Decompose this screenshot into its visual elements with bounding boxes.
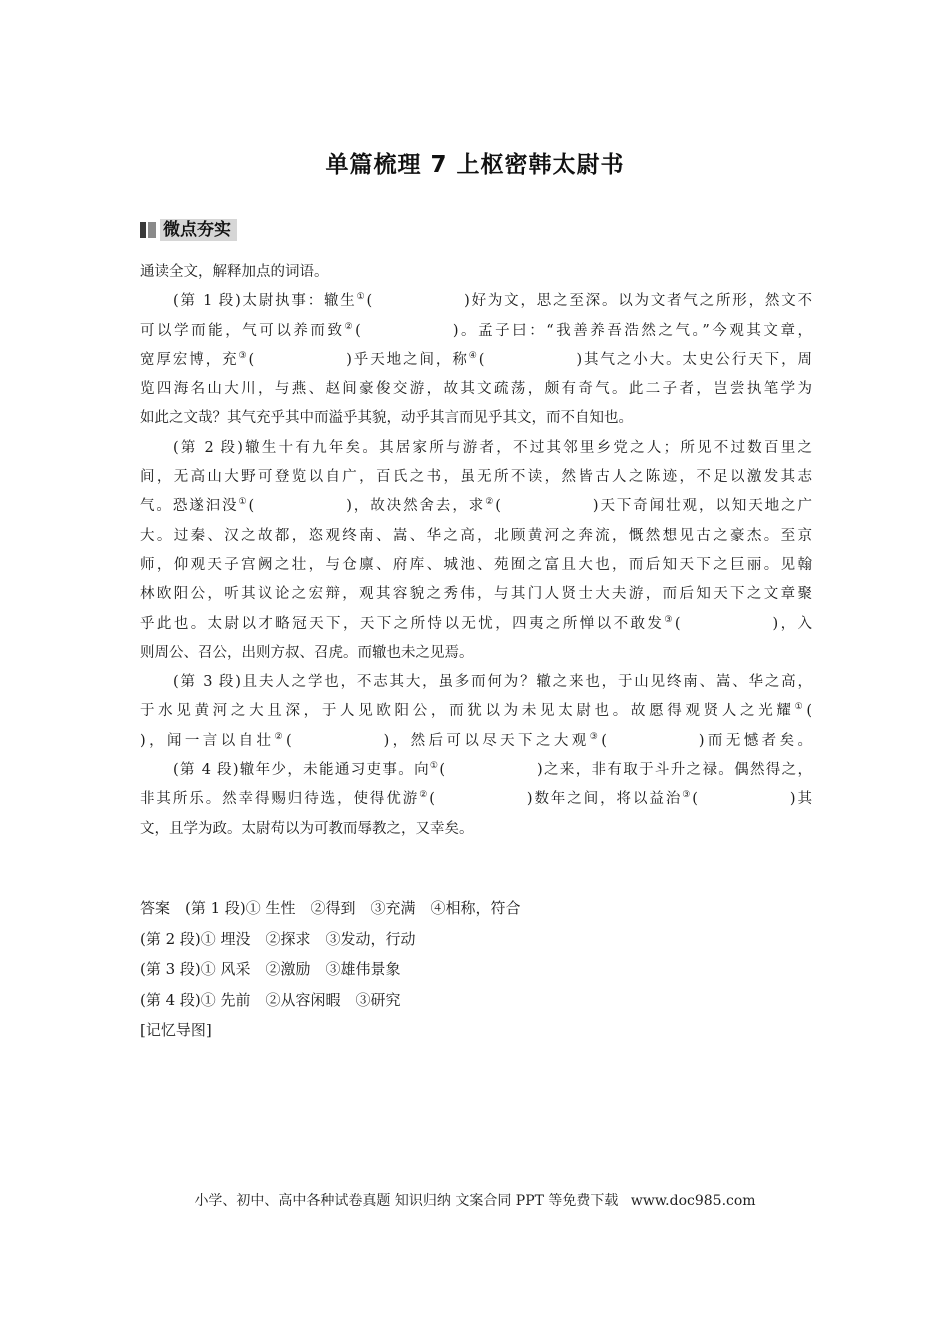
text-run: )好为文，思之至深。以为文者气之所形，然文不 — [464, 293, 812, 310]
footnote-marker: ③ — [238, 350, 249, 361]
passage-line — [140, 697, 812, 726]
text-run: )。孟子曰：“我善养吾浩然之气。”今观其文章， — [452, 322, 812, 339]
text-run: ( — [806, 703, 812, 720]
footnote-marker: ④ — [468, 350, 479, 361]
text-run: 可以学而能，气可以养而致 — [140, 322, 345, 339]
answer-line: (第 3 段)① 风采 ②激励 ③雄伟景象 — [140, 960, 401, 978]
text-run: )数年之间，将以益治 — [526, 791, 683, 808]
footnote-marker: ① — [429, 761, 440, 772]
text-run: (第 2 段)辙生十有九年矣。其居家所与游者，不过其邻里乡党之人；所见不过数百里之 — [173, 439, 812, 456]
text-run: ( — [439, 762, 446, 779]
text-run: 师，仰观天子宫阙之壮，与仓廪、府库、城池、苑囿之富且大也，而后知天下之巨丽。见翰 — [140, 556, 812, 573]
passage-line — [140, 551, 812, 580]
text-run: 如此之文哉？其气充乎其中而溢乎其貌，动乎其言而见乎其文，而不自知也。 — [140, 410, 633, 427]
footnote-marker: ③ — [664, 614, 675, 625]
text-run: ( — [355, 322, 361, 339]
text-run: 览四海名山大川，与燕、赵间豪俊交游，故其文疏荡，颇有奇气。此二子者，岂尝执笔学为 — [140, 381, 812, 398]
section-label: 微点夯实 — [160, 219, 237, 241]
text-run: ( — [692, 791, 698, 808]
passage-line — [140, 610, 812, 639]
section-header — [140, 219, 237, 241]
answer-line: (第 2 段)① 埋没 ②探求 ③发动，行动 — [140, 929, 416, 948]
text-run: 非其所乐。然幸得赐归待选，使得优游 — [140, 791, 420, 808]
text-run: ( — [495, 498, 501, 515]
text-run: 大。过秦、汉之故都，恣观终南、嵩、华之高，北顾黄河之奔流，慨然想见古之豪杰。至京 — [140, 527, 812, 544]
text-run: )，然后可以尽天下之大观 — [383, 732, 590, 749]
passage-lines — [140, 287, 812, 844]
text-run: ( — [674, 615, 681, 632]
passage-line — [140, 492, 812, 521]
text-run: ( — [601, 732, 607, 749]
answer-line: 答案 (第 1 段)① 生性 ②得到 ③充满 ④相称，符合 — [140, 899, 521, 917]
text-run: )而无憾者矣。 — [698, 732, 812, 749]
text-run: 间，无高山大野可登览以自广，百氏之书，虽无所不读，然皆古人之陈迹，不足以激发其志 — [140, 469, 812, 486]
text-run: 于水见黄河之大且深，于人见欧阳公，而犹以为未见太尉也。故愿得观贤人之光耀 — [140, 703, 795, 720]
footnote-marker: ③ — [682, 790, 693, 801]
answer-line: (第 4 段)① 先前 ②从容闲暇 ③研究 — [140, 990, 401, 1009]
footnote-marker: ① — [238, 497, 249, 508]
passage-text — [140, 258, 812, 844]
footer-text: 小学、初中、高中各种试卷真题 知识归纳 文案合同 PPT 等免费下载 — [194, 1193, 619, 1209]
passage-line — [140, 317, 812, 346]
footnote-marker: ② — [344, 321, 356, 332]
passage-line — [140, 346, 812, 375]
text-run: (第 1 段)太尉执事：辙生 — [173, 293, 357, 310]
mind-map-label: [记忆导图] — [140, 1021, 212, 1039]
text-run: )，故决然舍去，求 — [346, 498, 486, 515]
page-footer — [0, 1190, 950, 1210]
text-run: )天下奇闻壮观，以知天地之广 — [592, 498, 812, 515]
text-run: 乎此也。太尉以才略冠天下，天下之所恃以无忧，四夷之所惮以不敢发 — [140, 615, 665, 632]
passage-line — [140, 785, 812, 814]
instruction-text: 通读全文，解释加点的词语。 — [140, 264, 329, 280]
text-run: )乎天地之间，称 — [346, 351, 469, 368]
passage-line — [140, 522, 812, 551]
text-run: 气。恐遂汩没 — [140, 498, 239, 515]
text-run: )，闻一言以自壮 — [140, 732, 275, 749]
section-marker-icon — [140, 221, 157, 239]
text-run: )之来，非有取于斗升之禄。偶然得之， — [537, 762, 812, 779]
passage-line — [140, 727, 812, 756]
footnote-marker: ② — [419, 790, 430, 801]
page-title: 单篇梳理 7 上枢密韩太尉书 — [325, 152, 625, 178]
footer-url: www.doc985.com — [630, 1193, 756, 1209]
text-run: ( — [285, 732, 292, 749]
text-run: ( — [478, 351, 485, 368]
answers-block — [140, 893, 521, 1046]
text-run: 林欧阳公，听其议论之宏辩，观其容貌之秀伟，与其门人贤士大夫游，而后知天下之文章聚 — [140, 586, 812, 603]
passage-line — [140, 756, 812, 785]
footnote-marker: ② — [274, 731, 286, 742]
text-run: ( — [366, 293, 373, 310]
text-run: 宽厚宏博，充 — [140, 351, 239, 368]
passage-line — [140, 287, 812, 316]
passage-line — [140, 434, 812, 463]
passage-line — [140, 375, 812, 404]
text-run: ( — [248, 351, 255, 368]
text-run: )，入 — [772, 615, 812, 632]
text-run: (第 4 段)辙年少，未能通习吏事。向 — [173, 762, 430, 779]
text-run: )其 — [789, 791, 812, 808]
text-run: ( — [248, 498, 255, 515]
text-run: 则周公、召公，出则方叔、召虎。而辙也未之见焉。 — [140, 644, 474, 661]
passage-line — [140, 668, 812, 697]
text-run: )其气之小大。太史公行天下，周 — [576, 351, 812, 368]
text-run: ( — [429, 791, 435, 808]
passage-line — [140, 815, 812, 844]
passage-line — [140, 580, 812, 609]
footnote-marker: ③ — [589, 731, 602, 742]
text-run: 文，且学为政。太尉苟以为可教而辱教之，又幸矣。 — [140, 820, 474, 837]
footnote-marker: ① — [794, 702, 807, 713]
passage-line — [140, 404, 812, 433]
text-run: (第 3 段)且夫人之学也，不志其大，虽多而何为？辙之来也，于山见终南、嵩、华之高， — [173, 674, 812, 691]
footnote-marker: ② — [485, 497, 496, 508]
footnote-marker: ① — [356, 292, 367, 303]
passage-line — [140, 639, 812, 668]
passage-line — [140, 463, 812, 492]
